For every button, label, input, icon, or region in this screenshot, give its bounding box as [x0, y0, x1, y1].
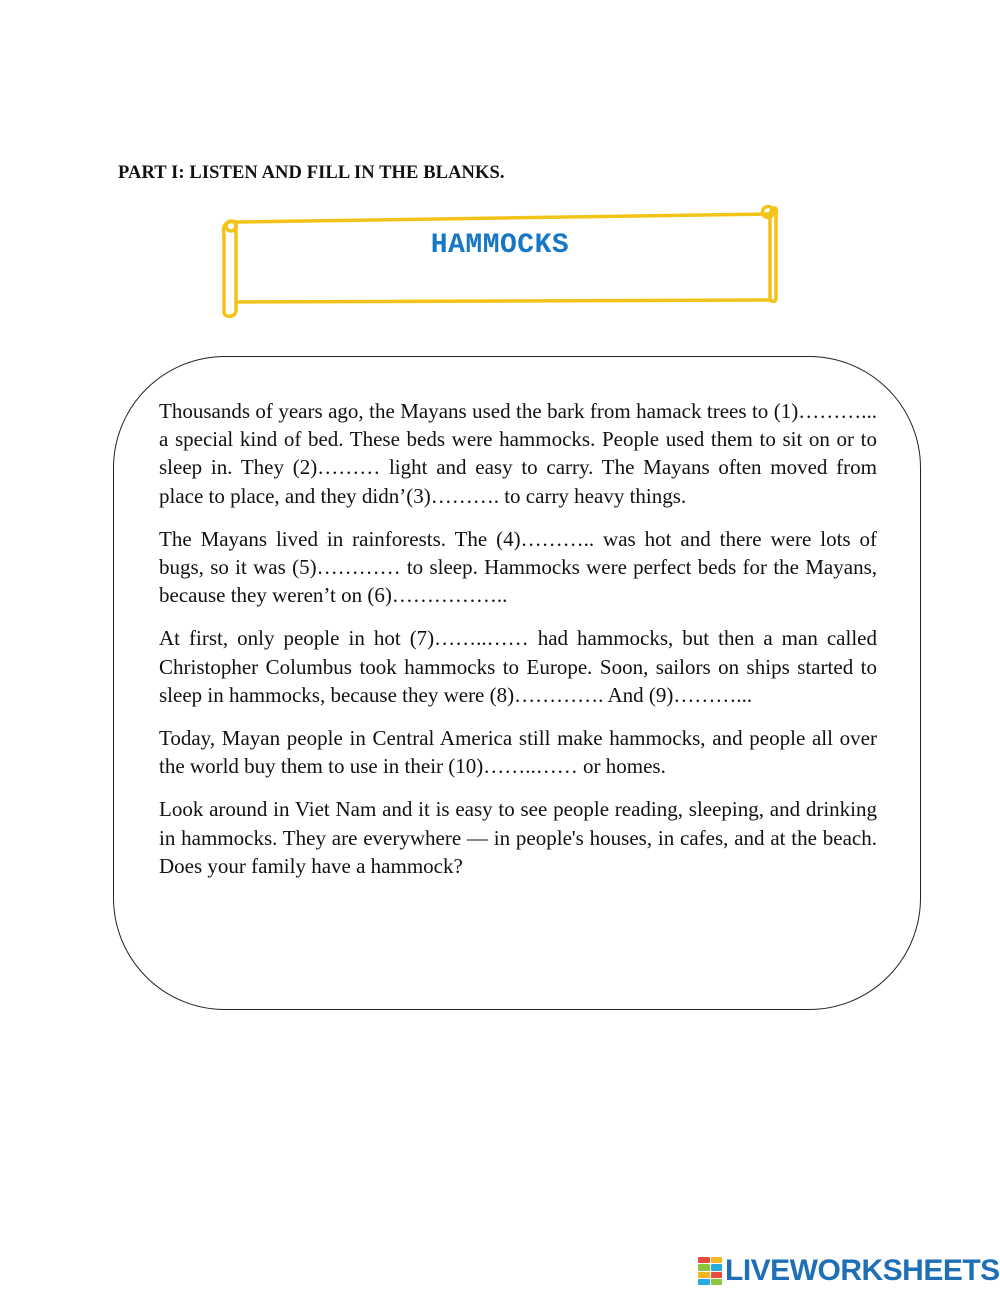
paragraph-1: Thousands of years ago, the Mayans used the bark from hamack trees to (1)………... a special kind of bed. These beds were hammocks. People used them to sit on or to sleep in. They (2)……… light and easy to carry. The Mayans often moved from place to place, and they didn’(3)………. to carry heavy things. — [159, 399, 877, 508]
banner-title: HAMMOCKS — [430, 230, 570, 261]
part-heading: PART I: LISTEN AND FILL IN THE BLANKS. — [118, 163, 505, 183]
logo-text: LIVEWORKSHEETS — [725, 1254, 1000, 1287]
liveworksheets-logo — [698, 1255, 1000, 1287]
logo-mark-icon — [698, 1257, 722, 1285]
paragraph-2: The Mayans lived in rainforests. The (4)……….. was hot and there were lots of bugs, so it was (5)………… to sleep. Hammocks were perfect beds for the Mayans, because they weren’t on (6)…………….. — [159, 526, 877, 608]
paragraph-3: At first, only people in hot (7)……..…… had hammocks, but then a man called Christopher Columbus took hammocks to Europe. Soon, sailors on ships started to sleep in hammocks, because they were (8)…………. And (9)………... — [159, 626, 877, 707]
paragraph-5: Look around in Viet Nam and it is easy to see people reading, sleeping, and drinking in hammocks. They are everywhere — in people's houses, in cafes, and at the beach. Does your family have a hammock? — [159, 797, 877, 878]
scroll-banner — [0, 0, 1000, 340]
paragraph-4: Today, Mayan people in Central America still make hammocks, and people all over the world buy them to use in their (10)……..…… or homes. — [159, 726, 877, 779]
reading-passage — [159, 397, 877, 895]
